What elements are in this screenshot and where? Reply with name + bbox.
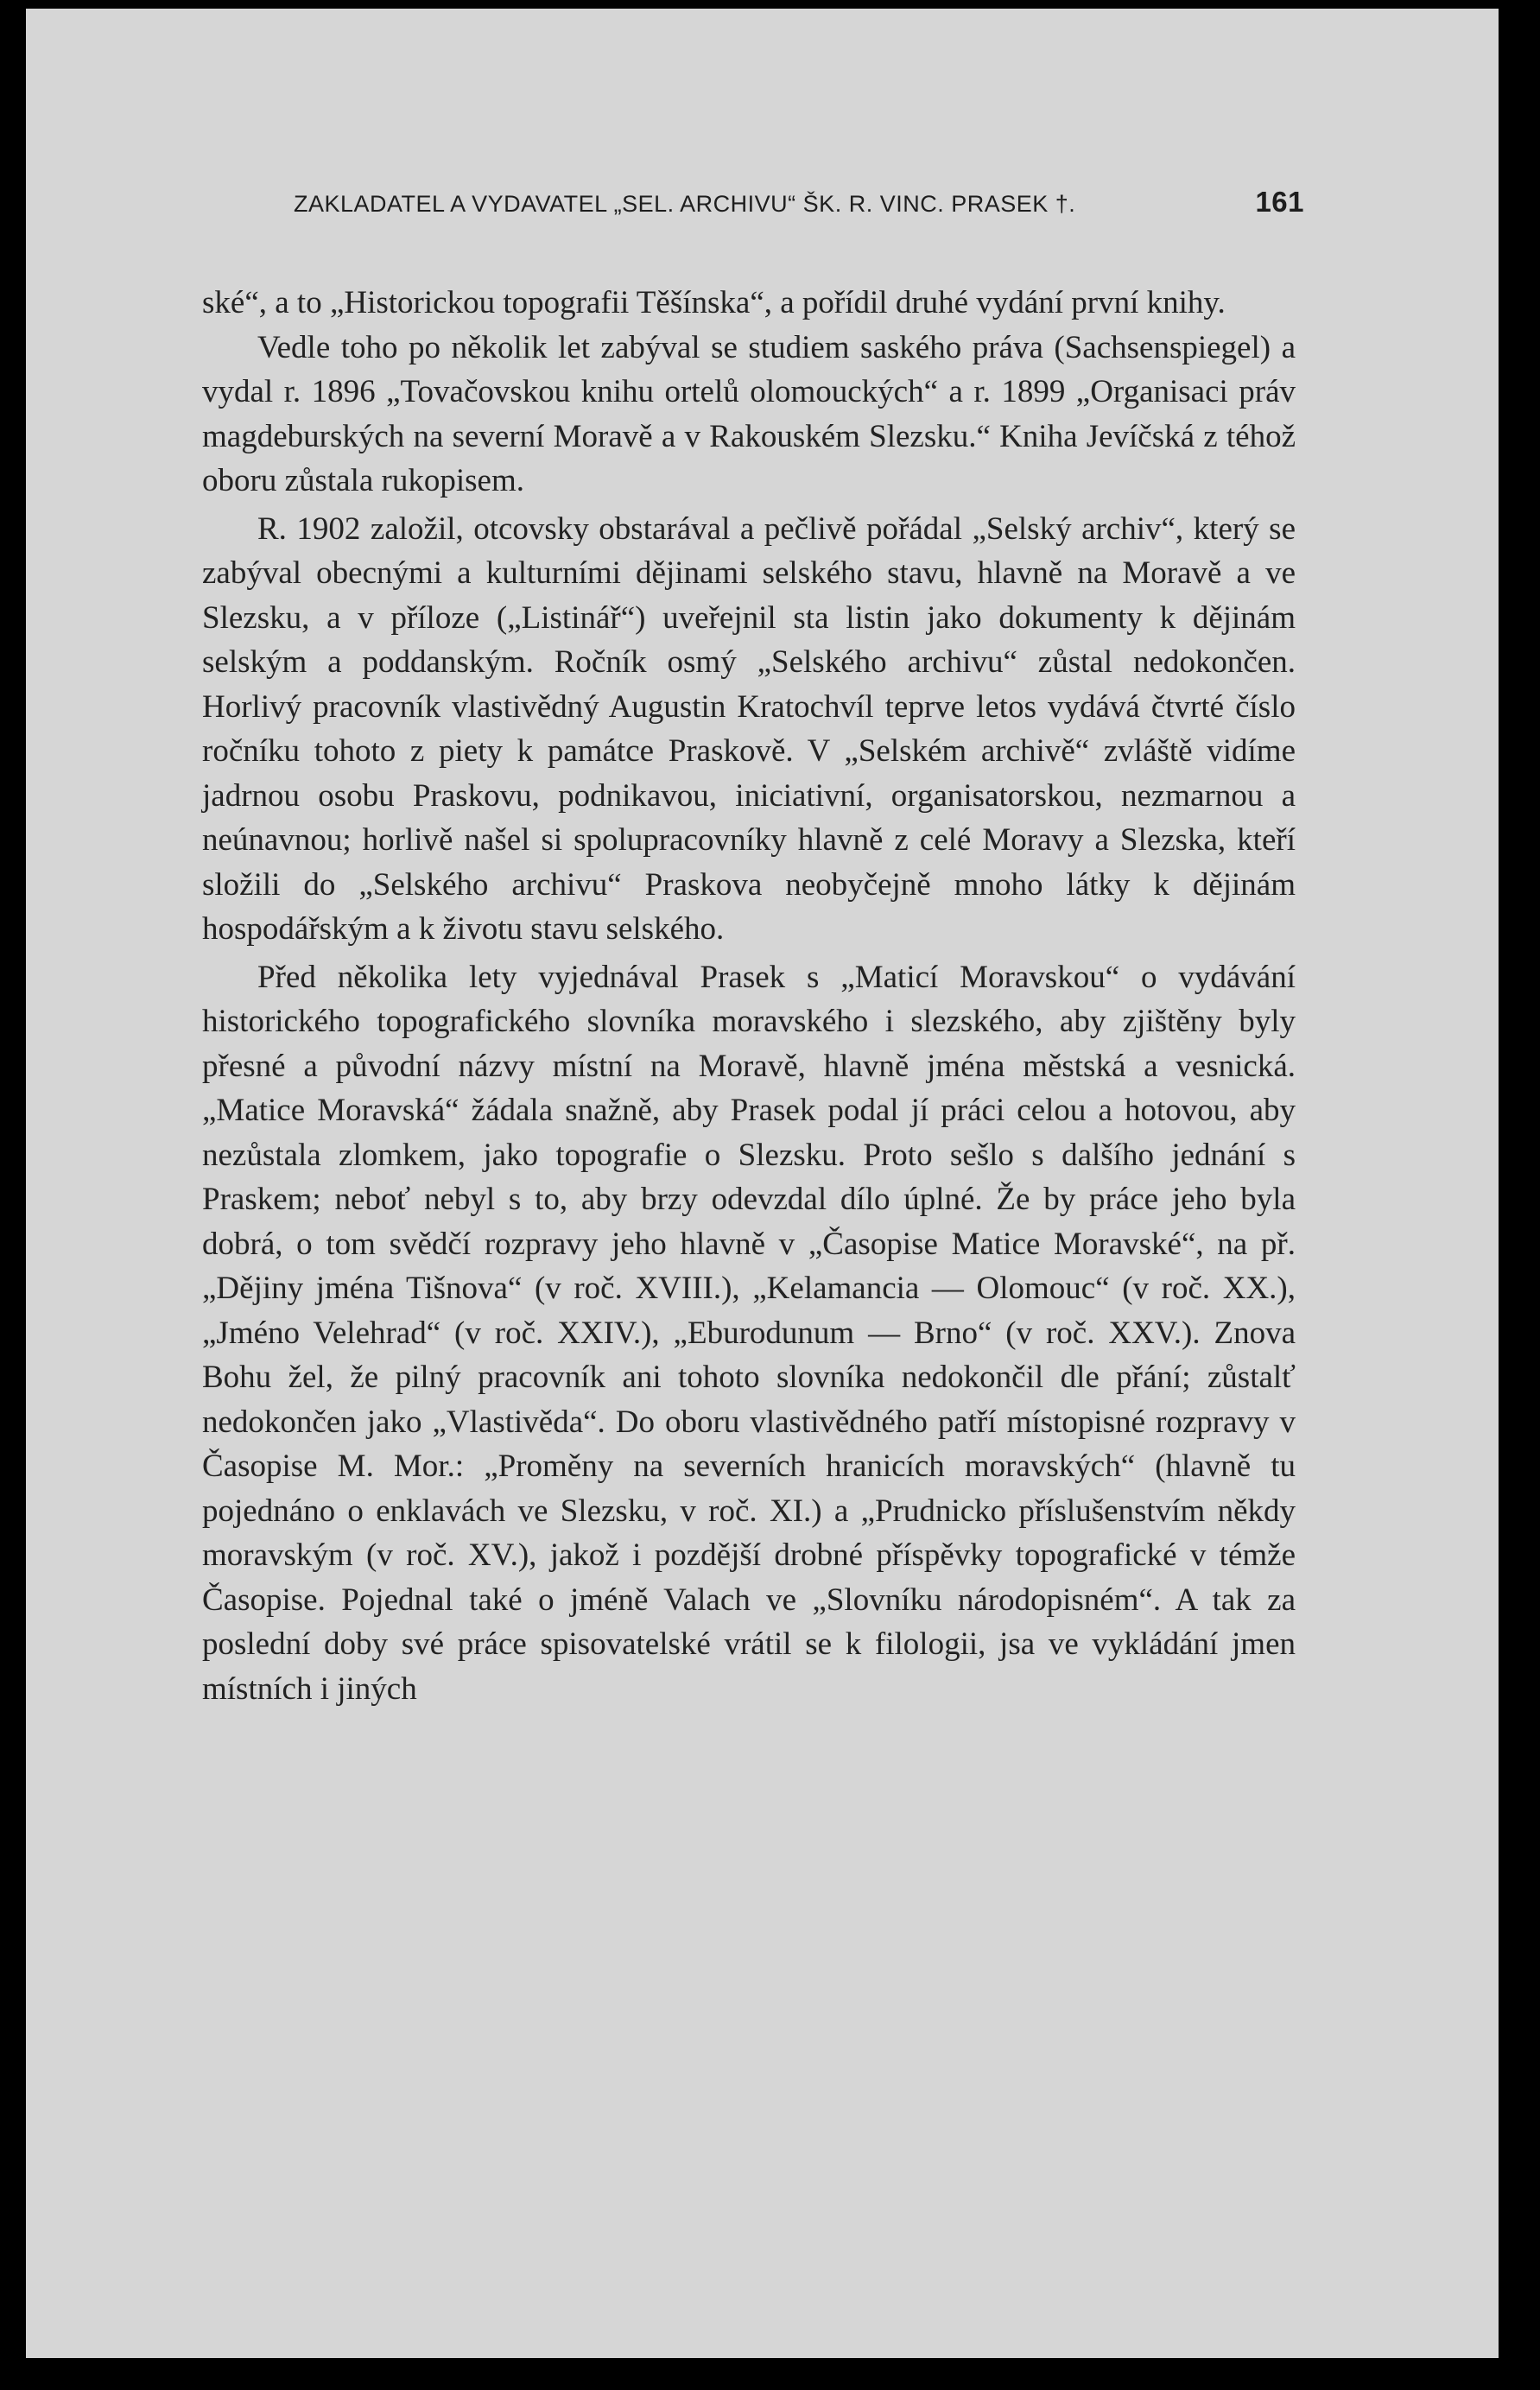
running-title: ZAKLADATEL A VYDAVATEL „SEL. ARCHIVU“ ŠK. R. VINC. PRASEK †. (294, 191, 1076, 217)
paragraph-2: Vedle toho po několik let zabýval se studiem saského práva (Sachsenspiegel) a vydal r. 1896 „Tovačovskou knihu ortelů olomouckých“ a r. 1899 „Organisaci práv magdeburských na severní Moravě a v Rakouském Slezsku.“ Kniha Jevíčská z téhož oboru zůstala rukopisem. (202, 329, 1296, 498)
body-text (202, 281, 1296, 1711)
book-page (26, 9, 1499, 2358)
paragraph-3: R. 1902 založil, otcovsky obstarával a pečlivě pořádal „Selský archiv“, který se zabýval obecnými a kulturními dějinami selského stavu, hlavně na Moravě a ve Slezsku, a v příloze („Listinář“) uveřejnil sta listin jako dokumenty k dějinám selským a poddanským. Ročník osmý „Selského archivu“ zůstal nedokončen. Horlivý pracovník vlastivědný Augustin Kratochvíl teprve letos vydává čtvrté číslo ročníku tohoto z piety k památce Praskově. V „Selském archivě“ zvláště vidíme jadrnou osobu Praskovu, podnikavou, iniciativní, organisatorskou, nezmarnou a neúnavnou; horlivě našel si spolupracovníky hlavně z celé Moravy a Slezska, kteří složili do „Selského archivu“ Praskova neobyčejně mnoho látky k dějinám hospodářským a k životu stavu selského. (202, 510, 1296, 947)
paragraph-1: ské“, a to „Historickou topografii Těšínska“, a pořídil druhé vydání první knihy. (202, 285, 1226, 320)
page-number: 161 (1255, 186, 1304, 218)
running-header (294, 184, 1304, 227)
paragraph-4: Před několika lety vyjednával Prasek s „Maticí Moravskou“ o vydávání historického topografického slovníka moravského i slezského, aby zjištěny byly přesné a původní názvy místní na Moravě, hlavně jména městská a vesnická. „Matice Moravská“ žádala snažně, aby Prasek podal jí práci celou a hotovou, aby nezůstala zlomkem, jako topografie o Slezsku. Proto sešlo s dalšího jednání s Praskem; neboť nebyl s to, aby brzy odevzdal dílo úplné. Že by práce jeho byla dobrá, o tom svědčí rozpravy jeho hlavně v „Časopise Matice Moravské“, na př. „Dějiny jména Tišnova“ (v roč. XVIII.), „Kelamancia — Olomouc“ (v roč. XX.), „Jméno Velehrad“ (v roč. XXIV.), „Eburodunum — Brno“ (v roč. XXV.). Znova Bohu žel, že pilný pracovník ani tohoto slovníka nedokončil dle přání; zůstalť nedokončen jako „Vlastivěda“. Do oboru vlastivědného patří místopisné rozpravy v Časopise M. Mor.: „Proměny na severních hranicích moravských“ (hlavně tu pojednáno o enklavách ve Slezsku, v roč. XI.) a „Prudnicko příslušenstvím někdy moravským (v roč. XV.), jakož i pozdější drobné příspěvky topografické v témže Časopise. Pojednal také o jméně Valach ve „Slovníku národopisném“. A tak za poslední doby své práce spisovatelské vrátil se k filologii, jsa ve vykládání jmen místních i jiných (202, 959, 1296, 1707)
